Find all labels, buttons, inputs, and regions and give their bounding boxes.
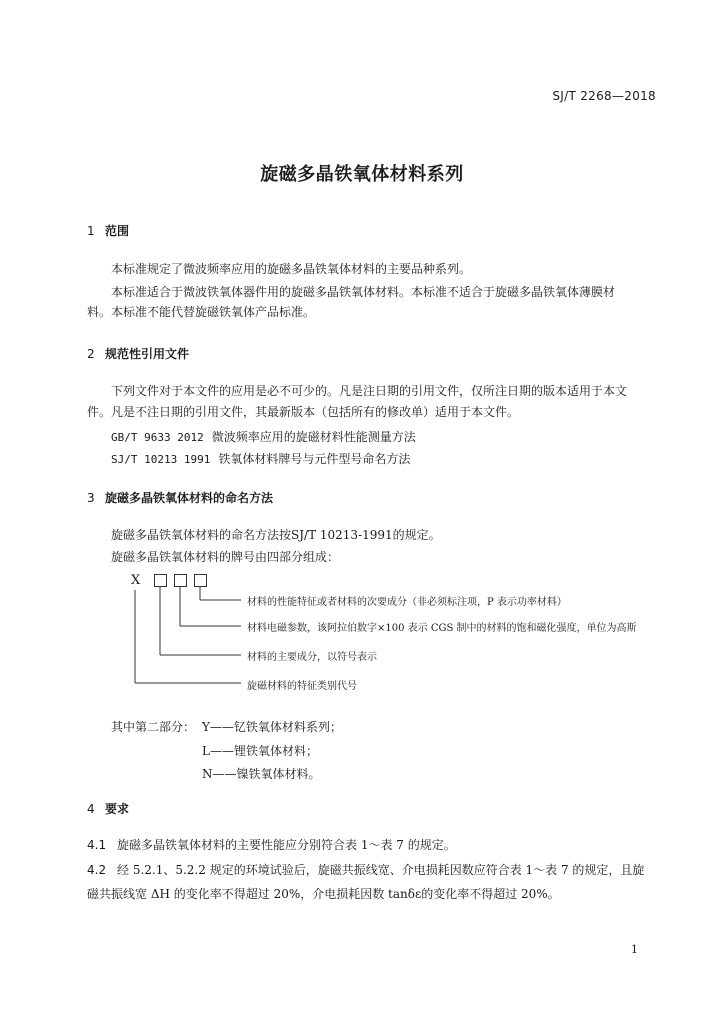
refs-intro-paragraph-cont: 件。凡是不注日期的引用文件，其最新版本（包括所有的修改单）适用于本文件。 [87,405,520,419]
designation-symbol: X [131,573,141,588]
scope-paragraph-2: 本标准适合于微波铁氧体器件用的旋磁多晶铁氧体材料。本标准不适合于旋磁多晶铁氧体薄膜材 [111,285,616,299]
page-number: 1 [631,943,638,956]
scope-paragraph-1: 本标准规定了微波频率应用的旋磁多晶铁氧体材料的主要品种系列。 [111,262,472,276]
annotation-part-1: 旋磁材料的特征类别代号 [247,681,357,692]
sub-item-l: L——锂铁氧体材料； [202,744,318,758]
requirement-4-2-cont: 磁共振线宽 ΔH 的变化率不得超过 20%，介电损耗因数 tanδε的变化率不得超过 20%。 [87,887,560,901]
section-heading-4 [87,800,129,817]
clause-number: 4.2 [87,863,107,877]
standard-code: SJ/T 2268—2018 [552,89,656,103]
section-number: 2 [87,347,95,361]
section-title: 范围 [105,224,130,238]
clause-text: 经 5.2.1、5.2.2 规定的环境试验后，旋磁共振线宽、介电损耗因数应符合表 1～表 7 的规定，且旋 [117,863,645,877]
reference-title: 微波频率应用的旋磁材料性能测量方法 [211,430,416,444]
naming-paragraph-2: 旋磁多晶铁氧体材料的牌号由四部分组成： [111,550,340,564]
annotation-part-4: 材料的性能特征或者材料的次要成分（非必须标注项，P 表示功率材料） [247,597,567,608]
refs-intro-paragraph: 下列文件对于本文件的应用是必不可少的。凡是注日期的引用文件，仅所注日期的版本适用于本文 [111,384,628,398]
document-title: 旋磁多晶铁氧体材料系列 [260,164,464,185]
section-number: 4 [87,802,95,816]
requirement-4-1 [87,836,456,853]
annotation-part-3: 材料电磁参数，该阿拉伯数字×100 表示 CGS 制中的材料的饱和磁化强度，单位为高斯 [247,623,637,634]
section-title: 要求 [105,802,130,816]
sub-item-y: Y——钇铁氧体材料系列； [202,720,342,734]
section-title: 规范性引用文件 [105,347,190,361]
section-number: 3 [87,491,95,505]
reference-title: 铁氧体材料牌号与元件型号命名方法 [218,452,411,466]
annotation-part-2: 材料的主要成分，以符号表示 [247,652,377,663]
clause-number: 4.1 [87,838,107,852]
sub-intro: 其中第二部分： [111,720,196,734]
requirement-4-2 [87,861,644,878]
clause-text: 旋磁多晶铁氧体材料的主要性能应分别符合表 1～表 7 的规定。 [117,838,456,852]
reference-code: SJ/T 10213 1991 [111,453,211,466]
naming-paragraph-1: 旋磁多晶铁氧体材料的命名方法按SJ/T 10213-1991的规定。 [111,528,441,542]
sub-item-n: N——镍铁氧体材料。 [202,767,321,781]
section-title: 旋磁多晶铁氧体材料的命名方法 [105,491,274,505]
section-number: 1 [87,224,95,238]
scope-paragraph-2-cont: 料。本标准不能代替旋磁铁氧体产品标准。 [87,305,316,319]
reference-code: GB/T 9633 2012 [111,431,204,444]
